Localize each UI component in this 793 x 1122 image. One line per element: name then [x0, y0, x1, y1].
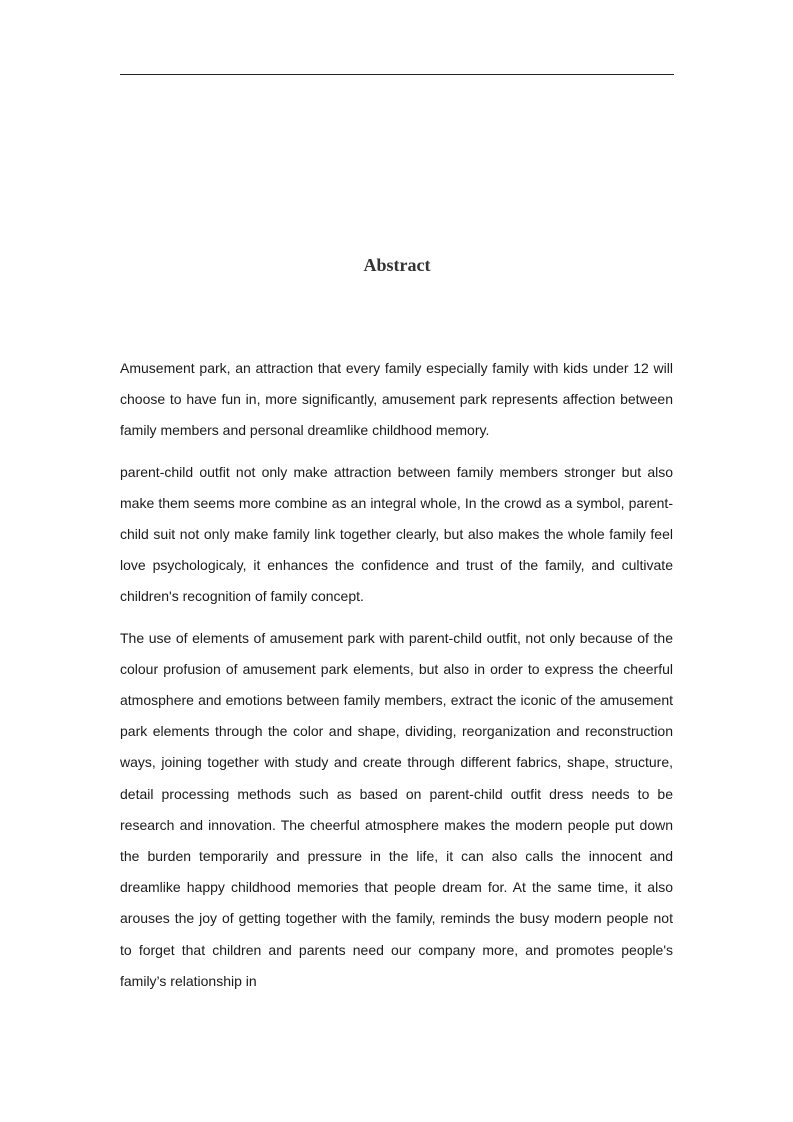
abstract-title: Abstract	[363, 255, 431, 275]
header-rule	[120, 74, 674, 75]
abstract-body	[120, 353, 673, 1007]
abstract-paragraph-1: Amusement park, an attraction that every family especially family with kids under 12 will choose to have fun in, more significantly, amusement park represents affection between family members and personal dreamlike childhood memory.	[120, 360, 673, 439]
abstract-paragraph-3: The use of elements of amusement park with parent-child outfit, not only because of the colour profusion of amusement park elements, but also in order to express the cheerful atmosphere and emotions between family members, extract the iconic of the amusement park elements through the color and shape, dividing, reorganization and reconstruction ways, joining together with study and create through different fabrics, shape, structure, detail processing methods such as based on parent-child outfit dress needs to be research and innovation. The cheerful atmosphere makes the modern people put down the burden temporarily and pressure in the life, it can also calls the innocent and dreamlike happy childhood memories that people dream for. At the same time, it also arouses the joy of getting together with the family, reminds the busy modern people not to forget that children and parents need our company more, and promotes people's family’s relationship in	[120, 629, 673, 989]
abstract-paragraph-2: parent-child outfit not only make attraction between family members stronger but also make them seems more combine as an integral whole, In the crowd as a symbol, parent-child suit not only make family link together clearly, but also makes the whole family feel love psychologicaly, it enhances the confidence and trust of the family, and cultivate children's recognition of family concept.	[120, 463, 673, 605]
